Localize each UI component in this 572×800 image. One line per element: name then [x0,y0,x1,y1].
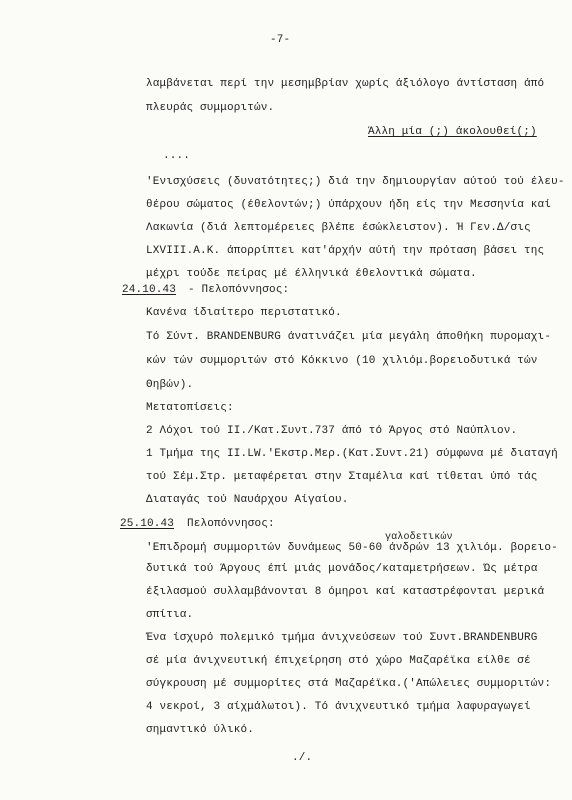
entry-date-25: 25.10.43 [120,518,175,530]
entry-24-line-2: Τό Σύντ. BRANDENBURG άνατινάζει μία μεγάλη άποθήκη πυρομαχι- [146,331,552,343]
question-line: Άλλη μία (;) άκολουθεί(;) [368,126,537,138]
reinforcements-line-4: LXVIII.Α.Κ. άπορρίπτει κατ'άρχήν αύτή την πρόταση βάσει της [146,245,545,257]
reinforcements-line-5: μέχρι τούδε πείρας μέ έλληνικά έθελοντικά σώματα. [146,268,477,280]
ellipsis-line: .... [163,150,191,162]
paragraph-line-2: πλευράς συμμοριτών. [146,102,275,114]
movements-line-2: 1 Τμήμα της ΙΙ.LW.'Εκστρ.Μερ.(Κατ.Συντ.21) σύμφωνα μέ διαταγή [146,448,558,460]
entry-heading-25: Πελοπόννησος: [187,518,275,530]
movements-line-4: Διαταγάς τού Ναυάρχου Αίγαίου. [146,494,349,506]
entry-25-line-6: σέ μία άνιχνευτική έπιχείρηση στό χώρο Μαζαρέϊκα είλθε σέ [146,655,531,667]
entry-25-line-4: σπίτια. [146,609,194,621]
entry-25-line-2: δυτικά τού Άργους έπί μιάς μονάδος/καταμετρήσεων. Ώς μέτρα [146,563,538,575]
entry-24-line-4: Θηβών). [146,379,194,391]
entry-25-line-8: 4 νεκροί, 3 αίχμάλωτοι). Τό άνιχνευτικό τμήμα λαφυραγωγεί [146,701,531,713]
movements-line-1: 2 Λόχοι τού ΙΙ./Κατ.Συντ.737 άπό τό Άργος στό Ναύπλιον. [146,425,518,437]
entry-date-24: 24.10.43 [122,284,177,296]
entry-25-line-3: έξιλασμού συλλαμβάνονται 8 όμηροι καί καταστρέφονται μερικά [146,586,545,598]
entry-25-line-1: 'Επιδρομή συμμοριτών δυνάμεως 50-60 άνδρών 13 χιλιόμ. βορειο- [146,542,558,554]
entry-24-line-1: Κανένα ίδιαίτερο περιστατικό. [146,307,342,319]
entry-25-line-7: σύγκρουση μέ συμμορίτες στά Μαζαρέϊκα.('Απώλειες συμμοριτών: [146,678,552,690]
reinforcements-line-1: 'Ενισχύσεις (δυνατότητες;) διά την δημιουργίαν αύτού τού έλευ- [146,176,565,188]
reinforcements-line-3: Λακωνία (διά λεπτομέρειες βλέπε έσώκλειστον). Ή Γεν.Δ/σις [146,222,531,234]
entry-25-line-5: Ένα ίσχυρό πολεμικό τμήμα άνιχνεύσεων τού Συντ.BRANDENBURG [146,632,538,644]
entry-heading-24: - Πελοπόννησος: [188,284,290,296]
reinforcements-line-2: θέρου σώματος (έθελοντών;) ύπάρχουν ήδη είς την Μεσσηνία καί [146,199,552,211]
paragraph-line-1: λαμβάνεται περί την μεσημβρίαν χωρίς άξιόλογο άντίσταση άπό [146,78,545,90]
page-footer: ./. [292,752,313,764]
entry-24-line-3: κών τών συμμοριτών στό Κόκκινο (10 χιλιόμ.βορειοδυτικά τών [146,355,538,367]
movements-label: Μετατοπίσεις: [146,402,234,414]
page-number: -7- [270,34,291,46]
movements-line-3: τού Σέμ.Στρ. μεταφέρεται στην Σταμέλια καί τίθεται ύπό τάς [146,471,538,483]
inserted-correction: γαλοδετικών [385,532,453,543]
entry-25-line-9: σημαντικό ύλικό. [146,724,255,736]
